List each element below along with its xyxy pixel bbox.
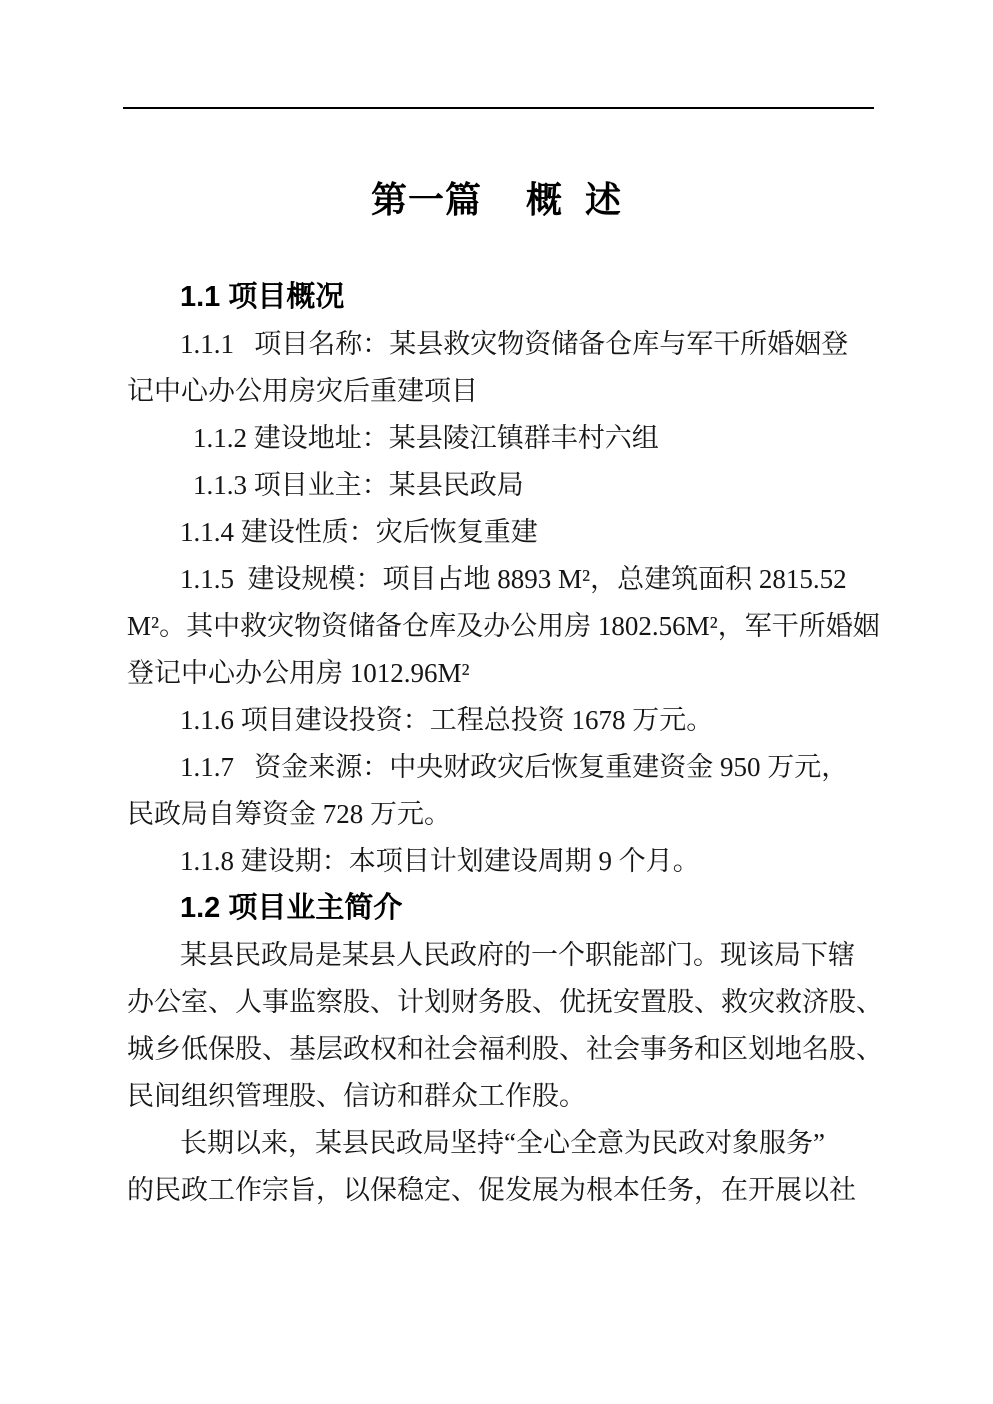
line-1-1-5-continuation-1: M²。其中救灾物资储备仓库及办公用房 1802.56M²，军干所婚姻 [127,611,880,641]
line-1-1-5: 1.1.5 建设规模：项目占地 8893 M²，总建筑面积 2815.52 [180,564,847,594]
paragraph-owner-line-2: 办公室、人事监察股、计划财务股、优抚安置股、救灾救济股、 [127,987,883,1017]
line-1-1-2: 1.1.2 建设地址：某县陵江镇群丰村六组 [193,423,659,453]
section-heading-1-2: 1.2 项目业主简介 [180,892,403,924]
document-body [127,274,887,1214]
paragraph-owner-line-1: 某县民政局是某县人民政府的一个职能部门。现该局下辖 [180,940,855,970]
paragraph-mission-line-1: 长期以来，某县民政局坚持“全心全意为民政对象服务” [180,1128,825,1158]
line-1-1-1-continuation: 记中心办公用房灾后重建项目 [127,376,478,406]
section-heading-1-1: 1.1 项目概况 [180,281,345,313]
line-1-1-6: 1.1.6 项目建设投资：工程总投资 1678 万元。 [180,705,714,735]
page-header-rule [123,107,874,109]
line-1-1-1: 1.1.1 项目名称：某县救灾物资储备仓库与军干所婚姻登 [180,329,849,359]
line-1-1-7: 1.1.7 资金来源：中央财政灾后恢复重建资金 950 万元， [180,752,849,782]
document-title: 第一篇 概 述 [370,179,622,220]
paragraph-mission-line-2: 的民政工作宗旨，以保稳定、促发展为根本任务，在开展以社 [127,1175,856,1205]
paragraph-owner-line-3: 城乡低保股、基层政权和社会福利股、社会事务和区划地名股、 [127,1034,883,1064]
line-1-1-8: 1.1.8 建设期：本项目计划建设周期 9 个月。 [180,846,700,876]
paragraph-owner-line-4: 民间组织管理股、信访和群众工作股。 [127,1081,586,1111]
line-1-1-5-continuation-2: 登记中心办公用房 1012.96M² [127,658,470,688]
line-1-1-4: 1.1.4 建设性质：灾后恢复重建 [180,517,538,547]
line-1-1-7-continuation: 民政局自筹资金 728 万元。 [127,799,451,829]
line-1-1-3: 1.1.3 项目业主：某县民政局 [193,470,524,500]
